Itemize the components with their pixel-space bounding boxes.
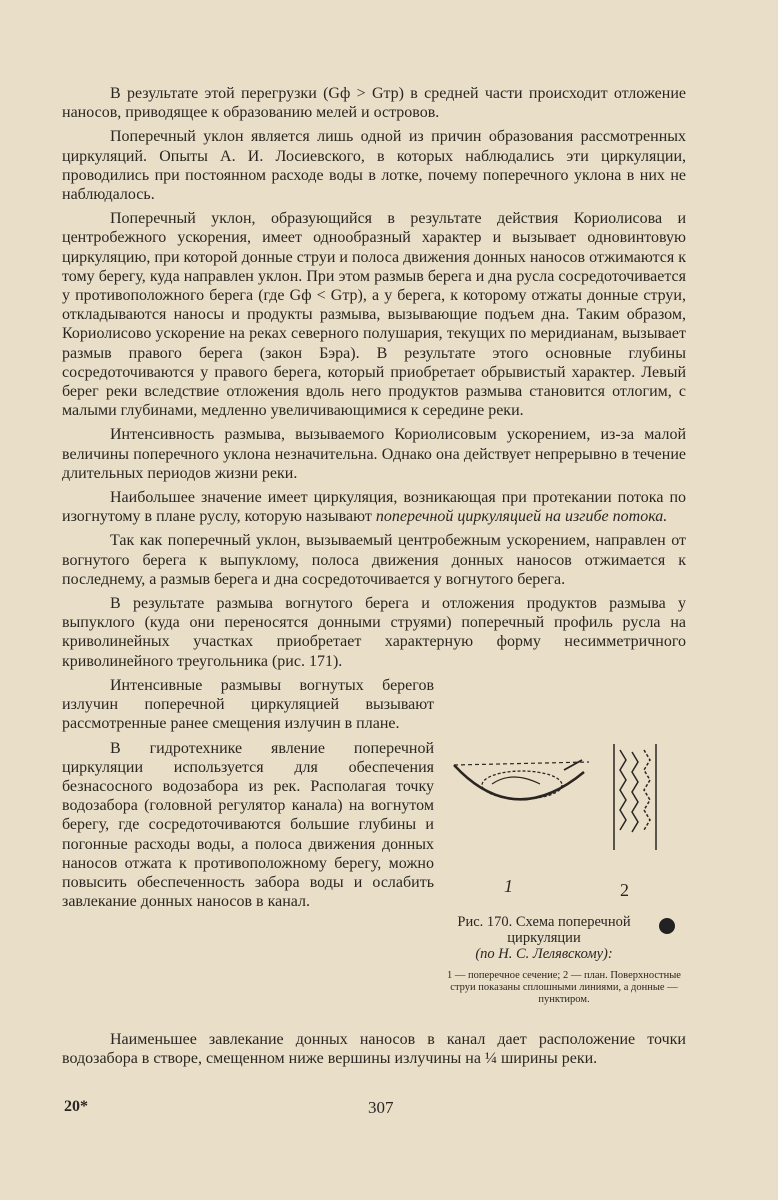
italic-term: поперечной циркуляцией на изгибе потока.: [375, 508, 668, 526]
ink-dot: [659, 918, 675, 934]
paragraph-1: В результате этой перегрузки (Gф > Gтр) в средней части происходит отложение наносов, приводящее к образованию мелей и островов.: [62, 85, 686, 122]
figure-caption: [444, 914, 644, 962]
caption-title: Рис. 170. Схема поперечной циркуляции: [457, 914, 631, 946]
figure-label-1: 1: [504, 876, 513, 896]
figure-legend: 1 — поперечное сечение; 2 — план. Поверхностные струи показаны сплошными линиями, а донные — пунктиром.: [447, 970, 681, 1005]
paragraph-8: Интенсивные размывы вогнутых берегов излучин поперечной циркуляцией вызывают рассмотренные ранее смещения излучин в плане.: [62, 676, 434, 733]
paragraph-3: Поперечный уклон, образующийся в результате действия Кориолисова и центробежного ускорения, имеет однообразный характер и вызывает одновинтовую циркуляцию, при которой донные струи и полоса движения донных наносов отжимаются к тому берегу, куда направлен уклон. При этом размыв берега и дна русла сосредоточивается у противоположного берега (где Gф < Gтр), а у берега, к которому отжаты донные струи, откладываются наносы и продукты размыва, вызывающие подъем дна. Таким образом, Кориолисово ускорение на реках северного полушария, текущих по меридианам, вызывает размыв правого берега (закон Бэра). В результате этого основные глубины сосредоточиваются у правого берега, который приобретает обрывистый характер. Левый берег реки вследствие отложения вдоль него продуктов размыва становится отлогим, с малыми глубинами, медленно увеличивающимися к середине реки.: [62, 210, 686, 420]
paragraph-4: Интенсивность размыва, вызываемого Кориолисовым ускорением, из-за малой величины поперечного уклона незначительна. Однако она действует непрерывно в течение длительных периодов жизни реки.: [62, 426, 686, 482]
signature-mark: 20*: [64, 1098, 88, 1115]
figure-label-2: 2: [620, 880, 629, 900]
paragraph-2: Поперечный уклон является лишь одной из причин образования рассмотренных циркуляций. Опыты А. И. Лосиевского, в которых наблюдались эти циркуляции, проводились при постоянном расходе воды в лотке, почему поперечного уклона в них не наблюдалось.: [62, 128, 686, 204]
paragraph-10: Наименьшее завлекание донных наносов в канал дает расположение точки водозабора в створе, смещенном ниже вершины излучины на ¼ ширины реки.: [62, 1031, 686, 1068]
wrapped-column: [62, 676, 434, 911]
paragraph-5: [62, 488, 686, 526]
caption-source: (по Н. С. Лелявскому):: [475, 946, 613, 962]
closing-text: [62, 1030, 686, 1068]
circulation-diagram: [444, 740, 684, 870]
paragraph-5-text: Наибольшее значение имеет циркуляция, возникающая при протекании потока по изогнутому в плане руслу, которую называют: [62, 489, 686, 526]
figure-170: [444, 740, 684, 1020]
paragraph-6: Так как поперечный уклон, вызываемый центробежным ускорением, направлен от вогнутого берега к выпуклому, полоса движения донных наносов отжимается к последнему, а размыв берега и дна сосредоточивается у вогнутого берега.: [62, 532, 686, 588]
paragraph-7: В результате размыва вогнутого берега и отложения продуктов размыва у выпуклого (куда они переносятся донными струями) поперечный профиль русла на криволинейных участках приобретает характерную форму несимметричного криволинейного треугольника (рис. 171).: [62, 595, 686, 670]
page-number: 307: [368, 1098, 394, 1117]
paragraph-9: В гидротехнике явление поперечной циркуляции используется для обеспечения безнасосного водозабора из рек. Располагая точку водозабора (головной регулятор канала) на вогнутом берегу, где сосредоточиваются большие глубины и погонные расходы воды, а полоса движения донных наносов отжата к противоположному берегу, можно повысить обеспеченность забора воды и ослабить завлекание донных наносов в канал.: [62, 739, 434, 911]
